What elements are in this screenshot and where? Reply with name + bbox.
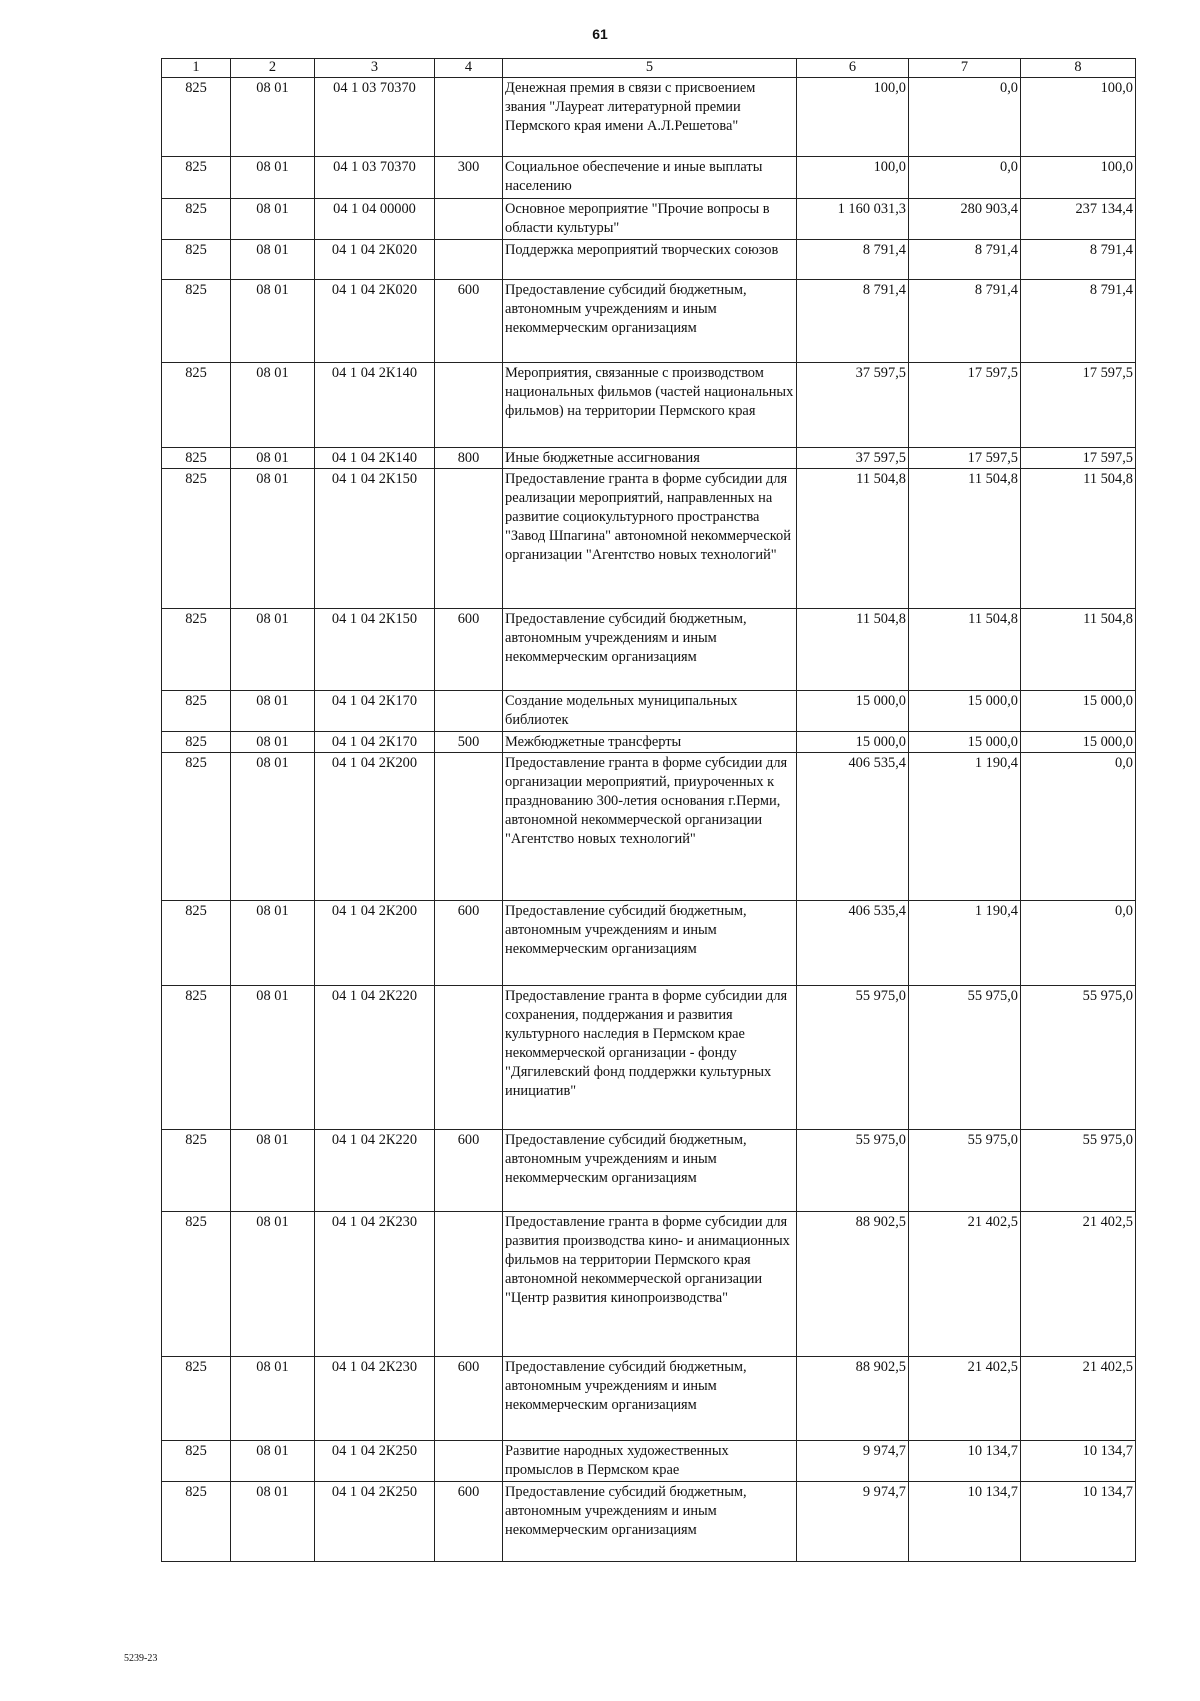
cell-ministry-code: 825 — [162, 609, 231, 691]
table-row — [162, 609, 1136, 691]
column-header: 7 — [909, 59, 1021, 78]
cell-amount-col6: 8 791,4 — [797, 240, 909, 280]
cell-amount-col8: 10 134,7 — [1021, 1441, 1136, 1482]
cell-expense-type — [435, 691, 503, 732]
cell-target-article: 04 1 04 2К200 — [315, 753, 435, 901]
cell-section-code: 08 01 — [231, 1441, 315, 1482]
table-row — [162, 691, 1136, 732]
cell-ministry-code: 825 — [162, 1130, 231, 1212]
cell-section-code: 08 01 — [231, 199, 315, 240]
table-row — [162, 1357, 1136, 1441]
cell-ministry-code: 825 — [162, 363, 231, 448]
cell-expense-type — [435, 240, 503, 280]
table-row — [162, 78, 1136, 157]
cell-amount-col7: 15 000,0 — [909, 691, 1021, 732]
column-header: 5 — [503, 59, 797, 78]
cell-amount-col7: 280 903,4 — [909, 199, 1021, 240]
cell-target-article: 04 1 04 2К230 — [315, 1357, 435, 1441]
cell-amount-col6: 406 535,4 — [797, 901, 909, 986]
cell-amount-col6: 88 902,5 — [797, 1212, 909, 1357]
table-row — [162, 1441, 1136, 1482]
cell-expense-type: 600 — [435, 1482, 503, 1562]
cell-description: Предоставление гранта в форме субсидии для организации мероприятий, приуроченных к празднованию 300-летия основания г.Перми, автономной некоммерческой организации "Агентство новых технологий" — [503, 753, 797, 901]
cell-expense-type: 600 — [435, 1357, 503, 1441]
cell-amount-col7: 55 975,0 — [909, 986, 1021, 1130]
cell-ministry-code: 825 — [162, 1482, 231, 1562]
cell-expense-type: 600 — [435, 609, 503, 691]
cell-amount-col6: 88 902,5 — [797, 1357, 909, 1441]
cell-ministry-code: 825 — [162, 448, 231, 469]
cell-amount-col7: 21 402,5 — [909, 1212, 1021, 1357]
cell-amount-col6: 9 974,7 — [797, 1441, 909, 1482]
cell-section-code: 08 01 — [231, 78, 315, 157]
cell-section-code: 08 01 — [231, 1212, 315, 1357]
cell-target-article: 04 1 03 70370 — [315, 157, 435, 199]
cell-amount-col7: 8 791,4 — [909, 240, 1021, 280]
cell-expense-type: 500 — [435, 732, 503, 753]
cell-section-code: 08 01 — [231, 157, 315, 199]
cell-target-article: 04 1 03 70370 — [315, 78, 435, 157]
cell-section-code: 08 01 — [231, 1130, 315, 1212]
table-row — [162, 1130, 1136, 1212]
cell-ministry-code: 825 — [162, 157, 231, 199]
cell-expense-type: 300 — [435, 157, 503, 199]
table-row — [162, 901, 1136, 986]
cell-description: Предоставление субсидий бюджетным, автономным учреждениям и иным некоммерческим организациям — [503, 1130, 797, 1212]
cell-expense-type — [435, 469, 503, 609]
column-header: 1 — [162, 59, 231, 78]
cell-ministry-code: 825 — [162, 1212, 231, 1357]
cell-amount-col6: 37 597,5 — [797, 448, 909, 469]
cell-amount-col6: 9 974,7 — [797, 1482, 909, 1562]
cell-ministry-code: 825 — [162, 1441, 231, 1482]
cell-amount-col7: 11 504,8 — [909, 469, 1021, 609]
cell-description: Развитие народных художественных промыслов в Пермском крае — [503, 1441, 797, 1482]
cell-amount-col7: 1 190,4 — [909, 753, 1021, 901]
cell-amount-col6: 11 504,8 — [797, 609, 909, 691]
cell-description: Предоставление субсидий бюджетным, автономным учреждениям и иным некоммерческим организациям — [503, 1357, 797, 1441]
cell-target-article: 04 1 04 2К220 — [315, 1130, 435, 1212]
cell-amount-col8: 21 402,5 — [1021, 1357, 1136, 1441]
cell-amount-col7: 0,0 — [909, 78, 1021, 157]
table-row — [162, 199, 1136, 240]
cell-description: Основное мероприятие "Прочие вопросы в области культуры" — [503, 199, 797, 240]
cell-amount-col8: 11 504,8 — [1021, 469, 1136, 609]
cell-ministry-code: 825 — [162, 78, 231, 157]
cell-amount-col6: 37 597,5 — [797, 363, 909, 448]
budget-table — [161, 58, 1136, 1562]
table-row — [162, 469, 1136, 609]
table-row — [162, 1482, 1136, 1562]
cell-description: Предоставление субсидий бюджетным, автономным учреждениям и иным некоммерческим организациям — [503, 280, 797, 363]
cell-amount-col8: 100,0 — [1021, 157, 1136, 199]
table-row — [162, 240, 1136, 280]
cell-ministry-code: 825 — [162, 280, 231, 363]
page-number: 61 — [592, 26, 608, 42]
cell-ministry-code: 825 — [162, 753, 231, 901]
cell-amount-col7: 55 975,0 — [909, 1130, 1021, 1212]
cell-expense-type — [435, 1441, 503, 1482]
column-header: 4 — [435, 59, 503, 78]
cell-ministry-code: 825 — [162, 691, 231, 732]
cell-target-article: 04 1 04 2К250 — [315, 1441, 435, 1482]
table-row — [162, 280, 1136, 363]
cell-description: Поддержка мероприятий творческих союзов — [503, 240, 797, 280]
cell-section-code: 08 01 — [231, 1357, 315, 1441]
cell-expense-type: 600 — [435, 280, 503, 363]
cell-description: Предоставление субсидий бюджетным, автономным учреждениям и иным некоммерческим организациям — [503, 1482, 797, 1562]
cell-expense-type: 600 — [435, 1130, 503, 1212]
cell-amount-col8: 0,0 — [1021, 901, 1136, 986]
cell-amount-col8: 21 402,5 — [1021, 1212, 1136, 1357]
cell-target-article: 04 1 04 2К170 — [315, 732, 435, 753]
cell-ministry-code: 825 — [162, 240, 231, 280]
cell-section-code: 08 01 — [231, 240, 315, 280]
cell-amount-col7: 17 597,5 — [909, 448, 1021, 469]
cell-target-article: 04 1 04 2К170 — [315, 691, 435, 732]
cell-expense-type — [435, 199, 503, 240]
cell-description: Социальное обеспечение и иные выплаты населению — [503, 157, 797, 199]
cell-amount-col6: 1 160 031,3 — [797, 199, 909, 240]
cell-description: Предоставление субсидий бюджетным, автономным учреждениям и иным некоммерческим организациям — [503, 901, 797, 986]
cell-amount-col8: 15 000,0 — [1021, 732, 1136, 753]
cell-amount-col8: 11 504,8 — [1021, 609, 1136, 691]
cell-amount-col8: 10 134,7 — [1021, 1482, 1136, 1562]
column-header: 8 — [1021, 59, 1136, 78]
cell-expense-type — [435, 986, 503, 1130]
column-header: 3 — [315, 59, 435, 78]
cell-amount-col7: 8 791,4 — [909, 280, 1021, 363]
cell-amount-col8: 8 791,4 — [1021, 240, 1136, 280]
cell-expense-type — [435, 363, 503, 448]
cell-description: Создание модельных муниципальных библиотек — [503, 691, 797, 732]
cell-target-article: 04 1 04 2К020 — [315, 240, 435, 280]
cell-amount-col7: 1 190,4 — [909, 901, 1021, 986]
cell-section-code: 08 01 — [231, 753, 315, 901]
cell-section-code: 08 01 — [231, 732, 315, 753]
document-code: 5239-23 — [124, 1653, 158, 1664]
cell-ministry-code: 825 — [162, 986, 231, 1130]
cell-amount-col7: 10 134,7 — [909, 1482, 1021, 1562]
cell-amount-col8: 55 975,0 — [1021, 1130, 1136, 1212]
cell-amount-col6: 100,0 — [797, 157, 909, 199]
cell-target-article: 04 1 04 2К020 — [315, 280, 435, 363]
cell-target-article: 04 1 04 2К150 — [315, 609, 435, 691]
cell-target-article: 04 1 04 2К140 — [315, 448, 435, 469]
cell-section-code: 08 01 — [231, 1482, 315, 1562]
cell-amount-col8: 0,0 — [1021, 753, 1136, 901]
cell-ministry-code: 825 — [162, 469, 231, 609]
cell-description: Предоставление субсидий бюджетным, автономным учреждениям и иным некоммерческим организациям — [503, 609, 797, 691]
cell-amount-col7: 21 402,5 — [909, 1357, 1021, 1441]
cell-target-article: 04 1 04 2К150 — [315, 469, 435, 609]
cell-amount-col6: 55 975,0 — [797, 986, 909, 1130]
cell-section-code: 08 01 — [231, 691, 315, 732]
cell-amount-col6: 11 504,8 — [797, 469, 909, 609]
cell-section-code: 08 01 — [231, 280, 315, 363]
cell-amount-col6: 15 000,0 — [797, 732, 909, 753]
cell-description: Денежная премия в связи с присвоением звания "Лауреат литературной премии Пермского края имени А.Л.Решетова" — [503, 78, 797, 157]
cell-section-code: 08 01 — [231, 469, 315, 609]
cell-expense-type: 800 — [435, 448, 503, 469]
cell-description: Предоставление гранта в форме субсидии для реализации мероприятий, направленных на развитие социокультурного пространства "Завод Шпагина" автономной некоммерческой организации "Агентство новых технологий" — [503, 469, 797, 609]
cell-amount-col7: 10 134,7 — [909, 1441, 1021, 1482]
cell-amount-col6: 8 791,4 — [797, 280, 909, 363]
column-header: 6 — [797, 59, 909, 78]
column-header: 2 — [231, 59, 315, 78]
table-row — [162, 1212, 1136, 1357]
cell-target-article: 04 1 04 2К220 — [315, 986, 435, 1130]
table-row — [162, 986, 1136, 1130]
cell-expense-type — [435, 1212, 503, 1357]
cell-target-article: 04 1 04 2К250 — [315, 1482, 435, 1562]
header-row — [162, 59, 1136, 78]
cell-section-code: 08 01 — [231, 901, 315, 986]
cell-section-code: 08 01 — [231, 448, 315, 469]
cell-ministry-code: 825 — [162, 732, 231, 753]
cell-amount-col8: 8 791,4 — [1021, 280, 1136, 363]
cell-amount-col8: 17 597,5 — [1021, 363, 1136, 448]
cell-expense-type — [435, 753, 503, 901]
cell-target-article: 04 1 04 2К140 — [315, 363, 435, 448]
table-row — [162, 157, 1136, 199]
cell-section-code: 08 01 — [231, 609, 315, 691]
cell-amount-col7: 11 504,8 — [909, 609, 1021, 691]
cell-target-article: 04 1 04 2К200 — [315, 901, 435, 986]
cell-amount-col6: 406 535,4 — [797, 753, 909, 901]
cell-amount-col8: 100,0 — [1021, 78, 1136, 157]
cell-amount-col7: 0,0 — [909, 157, 1021, 199]
cell-section-code: 08 01 — [231, 986, 315, 1130]
cell-target-article: 04 1 04 2К230 — [315, 1212, 435, 1357]
cell-description: Межбюджетные трансферты — [503, 732, 797, 753]
cell-amount-col8: 237 134,4 — [1021, 199, 1136, 240]
cell-amount-col7: 17 597,5 — [909, 363, 1021, 448]
cell-description: Иные бюджетные ассигнования — [503, 448, 797, 469]
cell-ministry-code: 825 — [162, 199, 231, 240]
cell-description: Предоставление гранта в форме субсидии для развития производства кино- и анимационных фильмов на территории Пермского края автономной некоммерческой организации "Центр развития кинопроизводства" — [503, 1212, 797, 1357]
table-row — [162, 753, 1136, 901]
cell-description: Предоставление гранта в форме субсидии для сохранения, поддержания и развития культурного наследия в Пермском крае некоммерческой организации - фонду "Дягилевский фонд поддержки культурных инициатив" — [503, 986, 797, 1130]
table-row — [162, 363, 1136, 448]
cell-ministry-code: 825 — [162, 1357, 231, 1441]
cell-amount-col6: 15 000,0 — [797, 691, 909, 732]
cell-amount-col6: 55 975,0 — [797, 1130, 909, 1212]
cell-amount-col7: 15 000,0 — [909, 732, 1021, 753]
cell-ministry-code: 825 — [162, 901, 231, 986]
cell-expense-type: 600 — [435, 901, 503, 986]
cell-amount-col8: 17 597,5 — [1021, 448, 1136, 469]
cell-target-article: 04 1 04 00000 — [315, 199, 435, 240]
table-row — [162, 448, 1136, 469]
table-row — [162, 732, 1136, 753]
cell-amount-col8: 55 975,0 — [1021, 986, 1136, 1130]
cell-description: Мероприятия, связанные с производством национальных фильмов (частей национальных фильмов) на территории Пермского края — [503, 363, 797, 448]
cell-amount-col6: 100,0 — [797, 78, 909, 157]
cell-amount-col8: 15 000,0 — [1021, 691, 1136, 732]
cell-expense-type — [435, 78, 503, 157]
cell-section-code: 08 01 — [231, 363, 315, 448]
